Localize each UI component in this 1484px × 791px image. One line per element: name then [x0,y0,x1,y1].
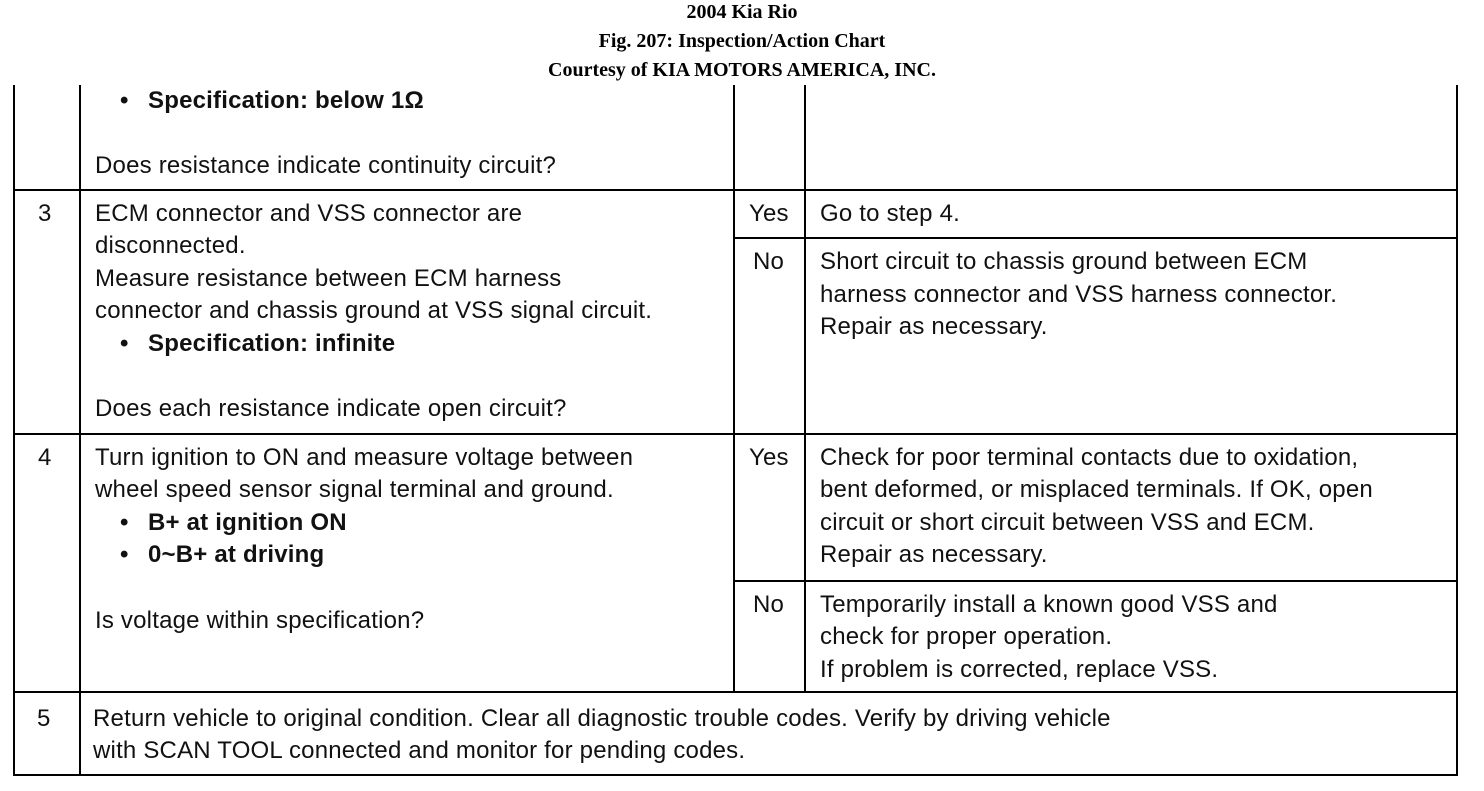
yes-label: Yes [749,200,789,227]
no-label: No [753,248,785,275]
yes-label: Yes [749,444,789,471]
figure-caption: Fig. 207: Inspection/Action Chart [598,30,886,52]
spec-below-1-ohm: • Specification: below 1Ω [120,85,424,118]
step-5-instruction-line-1: Return vehicle to original condition. Clear all diagnostic trouble codes. Verify by driving vehicle [93,705,1111,732]
step-3-inspection-line-2: disconnected. [95,232,246,259]
step-3-inspection-line-1: ECM connector and VSS connector are [95,200,523,227]
divider-inspection-column [733,85,735,693]
step-3-no-action-line-1: Short circuit to chassis ground between ECM [820,248,1308,275]
step-number: 3 [38,200,52,227]
rule-row-3-yes-no [733,237,1458,239]
step-4-yes-action-line-3: circuit or short circuit between VSS and ECM. [820,509,1315,536]
step-3-inspection-line-4: connector and chassis ground at VSS signal circuit. [95,297,653,324]
step-3-no-action-line-2: harness connector and VSS harness connector. [820,281,1338,308]
spec-infinite: • Specification: infinite [120,328,395,361]
table-border-bottom [13,774,1458,776]
step-number: 4 [38,444,52,471]
courtesy-line: Courtesy of KIA MOTORS AMERICA, INC. [548,59,936,81]
step-3-yes-action: Go to step 4. [820,200,961,227]
step-4-yes-action-line-4: Repair as necessary. [820,541,1048,568]
document-title: 2004 Kia Rio [686,1,798,23]
divider-answer-column [804,85,806,693]
spec-ignition-on: • B+ at ignition ON [120,507,347,540]
spec-driving: • 0~B+ at driving [120,539,324,572]
no-label: No [753,591,785,618]
open-circuit-question: Does each resistance indicate open circuit? [95,395,567,422]
step-3-no-action-line-3: Repair as necessary. [820,313,1048,340]
step-4-no-action-line-2: check for proper operation. [820,623,1113,650]
step-4-no-action-line-1: Temporarily install a known good VSS and [820,591,1278,618]
step-number: 5 [37,705,51,732]
rule-row-4-yes-no [733,580,1458,582]
step-4-inspection-line-1: Turn ignition to ON and measure voltage between [95,444,634,471]
continuity-question: Does resistance indicate continuity circuit? [95,152,557,179]
rule-row-4-top [13,433,1458,435]
step-4-inspection-line-2: wheel speed sensor signal terminal and ground. [95,476,614,503]
step-4-no-action-line-3: If problem is corrected, replace VSS. [820,656,1219,683]
rule-row-5-top [13,691,1458,693]
voltage-question: Is voltage within specification? [95,607,425,634]
step-5-instruction-line-2: with SCAN TOOL connected and monitor for pending codes. [93,737,746,764]
step-4-yes-action-line-2: bent deformed, or misplaced terminals. If OK, open [820,476,1373,503]
step-4-yes-action-line-1: Check for poor terminal contacts due to oxidation, [820,444,1359,471]
rule-row-3-top [13,189,1458,191]
step-3-inspection-line-3: Measure resistance between ECM harness [95,265,562,292]
